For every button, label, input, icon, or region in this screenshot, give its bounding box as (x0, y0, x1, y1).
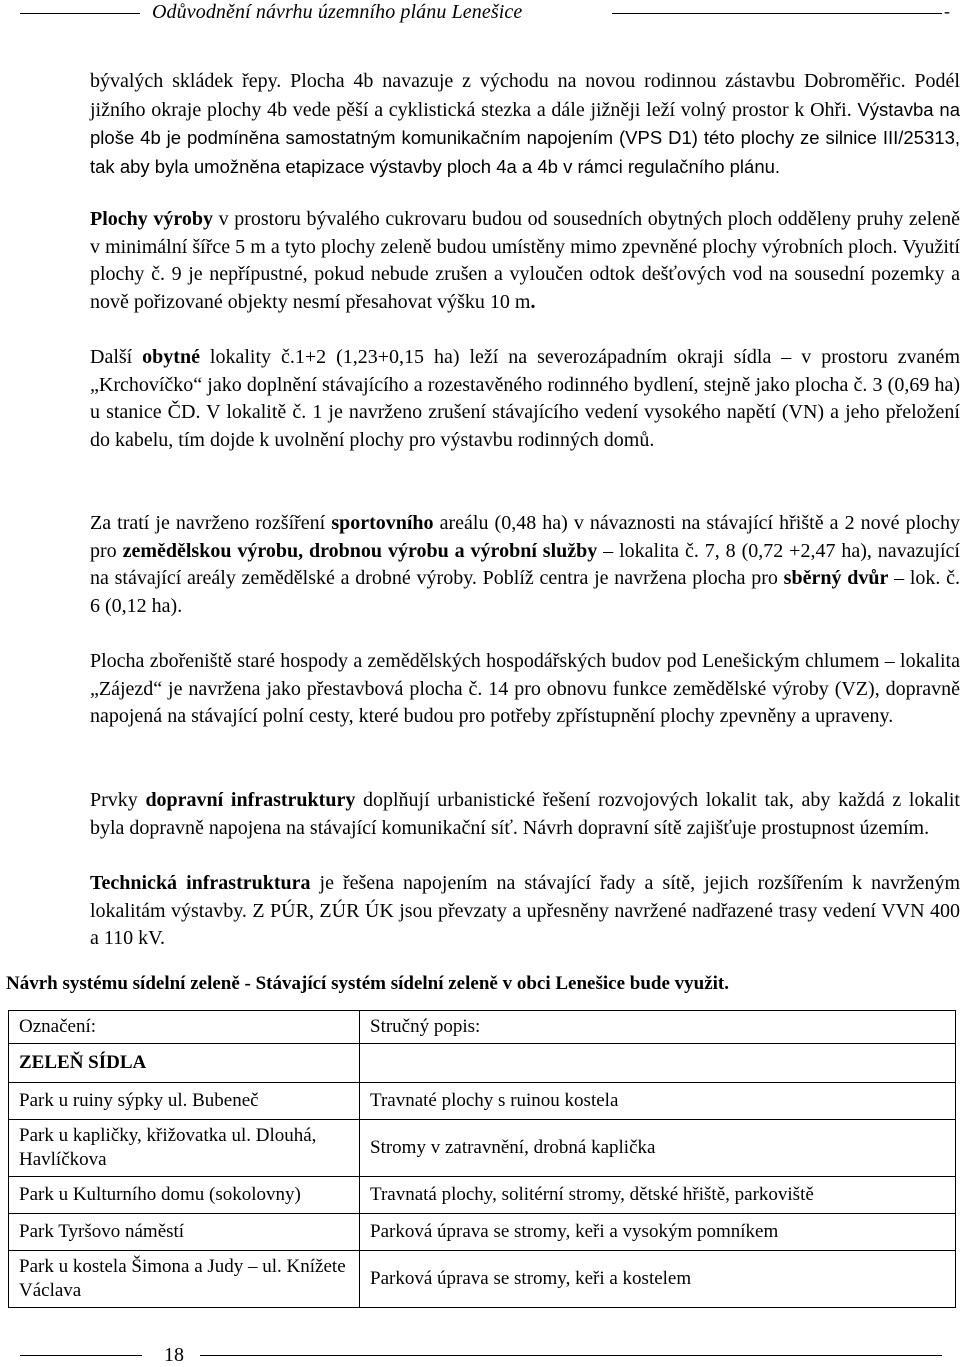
page-number: 18 (164, 1344, 184, 1366)
table-header-desc: Stručný popis: (360, 1011, 956, 1044)
paragraph-transport-infra (90, 787, 960, 842)
paragraph-production-areas (90, 206, 960, 317)
table-cell-desc: Parková úprava se stromy, keři a vysokým pomníkem (360, 1214, 956, 1251)
paragraph-residential-areas (90, 344, 960, 455)
paragraph-text: v prostoru bývalého cukrovaru budou od sousedních obytných ploch odděleny pruhy zeleně v minimální šířce 5 m a tyto plochy zeleně budou umístěny mimo zpevněné plochy výrobních ploch. Využití plochy č. 9 je nepřípustné, pokud nebude zrušen a vyloučen odtok dešťových vod na sousední pozemky a nově pořizované objekty nesmí přesahovat výšku 10 m (90, 208, 960, 314)
table-cell-label: Park u Kulturního domu (sokolovny) (9, 1177, 360, 1214)
page-footer (0, 1344, 960, 1367)
table-header-label: Označení: (9, 1011, 360, 1044)
paragraph-text: – lokalita č. 7, 8 (0,72 +2,47 ha), navazující na stávající areály zemědělské a drobné výroby. Poblíž centra je navržena plocha pro (90, 539, 960, 590)
paragraph-text: doplňují urbanistické řešení rozvojových lokalit tak, aby každá z lokalit byla dopravně napojena na stávající komunikační síť. Návrh dopravní sítě zajišťuje prostupnost územím. (90, 789, 960, 839)
bold-term: Technická infrastruktura (90, 872, 311, 894)
table-cell-label: Park u kapličky, křižovatka ul. Dlouhá, Havlíčkova (9, 1120, 360, 1177)
paragraph-text: lokality č.1+2 (1,23+0,15 ha) leží na severozápadním okraji sídla – v prostoru zvaném „Krchovíčko“ jako doplnění stávajícího a rozestavěného rodinného bydlení, stejně jako plocha č. 3 (0,69 ha) u stanice ČD. V lokalitě č. 1 je navrženo zrušení stávajícího vedení vysokého napětí (VN) a jeho přeložení do kabelu, tím dojde k uvolnění plochy pro výstavbu rodinných domů. (90, 346, 960, 452)
paragraph-text: bývalých skládek řepy. Plocha 4b navazuje z východu na novou rodinnou zástavbu Dobroměřic. Podél jižního okraje plochy 4b vede pěší a cyklistická stezka a dále jižněji leží volný prostor k Ohři. (90, 70, 960, 121)
header-title: Odůvodnění návrhu územního plánu Lenešice (152, 1, 523, 23)
table-row (9, 1083, 956, 1120)
paragraph-text: areálu (0,48 ha) v návaznosti na stávající hřiště a 2 nové plochy pro (90, 512, 960, 562)
table-cell-desc: Travnatá plochy, solitérní stromy, dětské hřiště, parkoviště (360, 1177, 956, 1214)
paragraph-text: Další (90, 346, 143, 368)
header-dash: - (944, 1, 950, 21)
table-cell-desc: Parková úprava se stromy, keři a kostelem (360, 1251, 956, 1308)
paragraph-text: Prvky (90, 789, 146, 811)
footer-rule-right (200, 1355, 942, 1356)
header-rule-right (612, 13, 942, 14)
bold-term: Plochy výroby (90, 208, 214, 230)
table-row (9, 1177, 956, 1214)
table-cell-label: Park u ruiny sýpky ul. Bubeneč (9, 1083, 360, 1120)
table-row (9, 1120, 956, 1177)
table-cell-desc: Stromy v zatravnění, drobná kaplička (360, 1120, 956, 1177)
table-row (9, 1214, 956, 1251)
table-row (9, 1251, 956, 1308)
table-cell-desc: Travnaté plochy s ruinou kostela (360, 1083, 956, 1120)
paragraph-text-sans: Výstavba na ploše 4b je podmíněna samostatným komunikačním napojením (VPS D1) této plochy ze silnice III/25313, tak aby byla umožněna etapizace výstavby ploch 4a a 4b v rámci regulačního plánu. (90, 98, 960, 178)
paragraph-area-4b (90, 68, 960, 182)
table-group-label: ZELEŇ SÍDLA (9, 1044, 360, 1083)
bold-term: dopravní infrastruktury (145, 789, 356, 811)
table-group-desc (360, 1044, 956, 1083)
bold-dot: . (530, 291, 536, 314)
paragraph-text: – lok. č. 6 (0,12 ha). (90, 567, 960, 618)
paragraph-technical-infra (90, 870, 960, 953)
page-header (0, 0, 960, 28)
bold-term: sportovního (331, 512, 434, 534)
footer-rule-left (20, 1355, 142, 1356)
paragraph-sport-production (90, 510, 960, 621)
header-rule-left (20, 13, 140, 14)
table-cell-label: Park u kostela Šimona a Judy – ul. Knížete Václava (9, 1251, 360, 1308)
paragraph-text: Za tratí je navrženo rozšíření (90, 512, 332, 534)
table-header-row (9, 1011, 956, 1044)
table-group-row (9, 1044, 956, 1083)
table-cell-label: Park Tyršovo náměstí (9, 1214, 360, 1251)
paragraph-text: je řešena napojením na stávající řady a sítě, jejich rozšířením k navrženým lokalitám výstavby. Z PÚR, ZÚR ÚK jsou převzaty a upřesněny navržené nadřazené trasy vedení VVN 400 a 110 kV. (90, 872, 960, 950)
bold-term: zemědělskou výrobu, drobnou výrobu a výrobní služby (122, 539, 598, 562)
section-heading-greenery: Návrh systému sídelní zeleně - Stávající systém sídelní zeleně v obci Lenešice bude využit. (6, 973, 729, 994)
paragraph-zajezd (90, 648, 960, 731)
bold-term: sběrný dvůr (783, 567, 889, 590)
greenery-table (8, 1010, 956, 1308)
paragraph-text: Plocha zbořeniště staré hospody a zemědělských hospodářských budov pod Lenešickým chlumem – lokalita „Zájezd“ je navržena jako přestavbová plocha č. 14 pro obnovu funkce zemědělské výroby (VZ), dopravně napojená na stávající polní cesty, které budou pro potřeby zpřístupnění plochy zpevněny a upraveny. (90, 650, 960, 728)
bold-term: obytné (142, 346, 200, 368)
